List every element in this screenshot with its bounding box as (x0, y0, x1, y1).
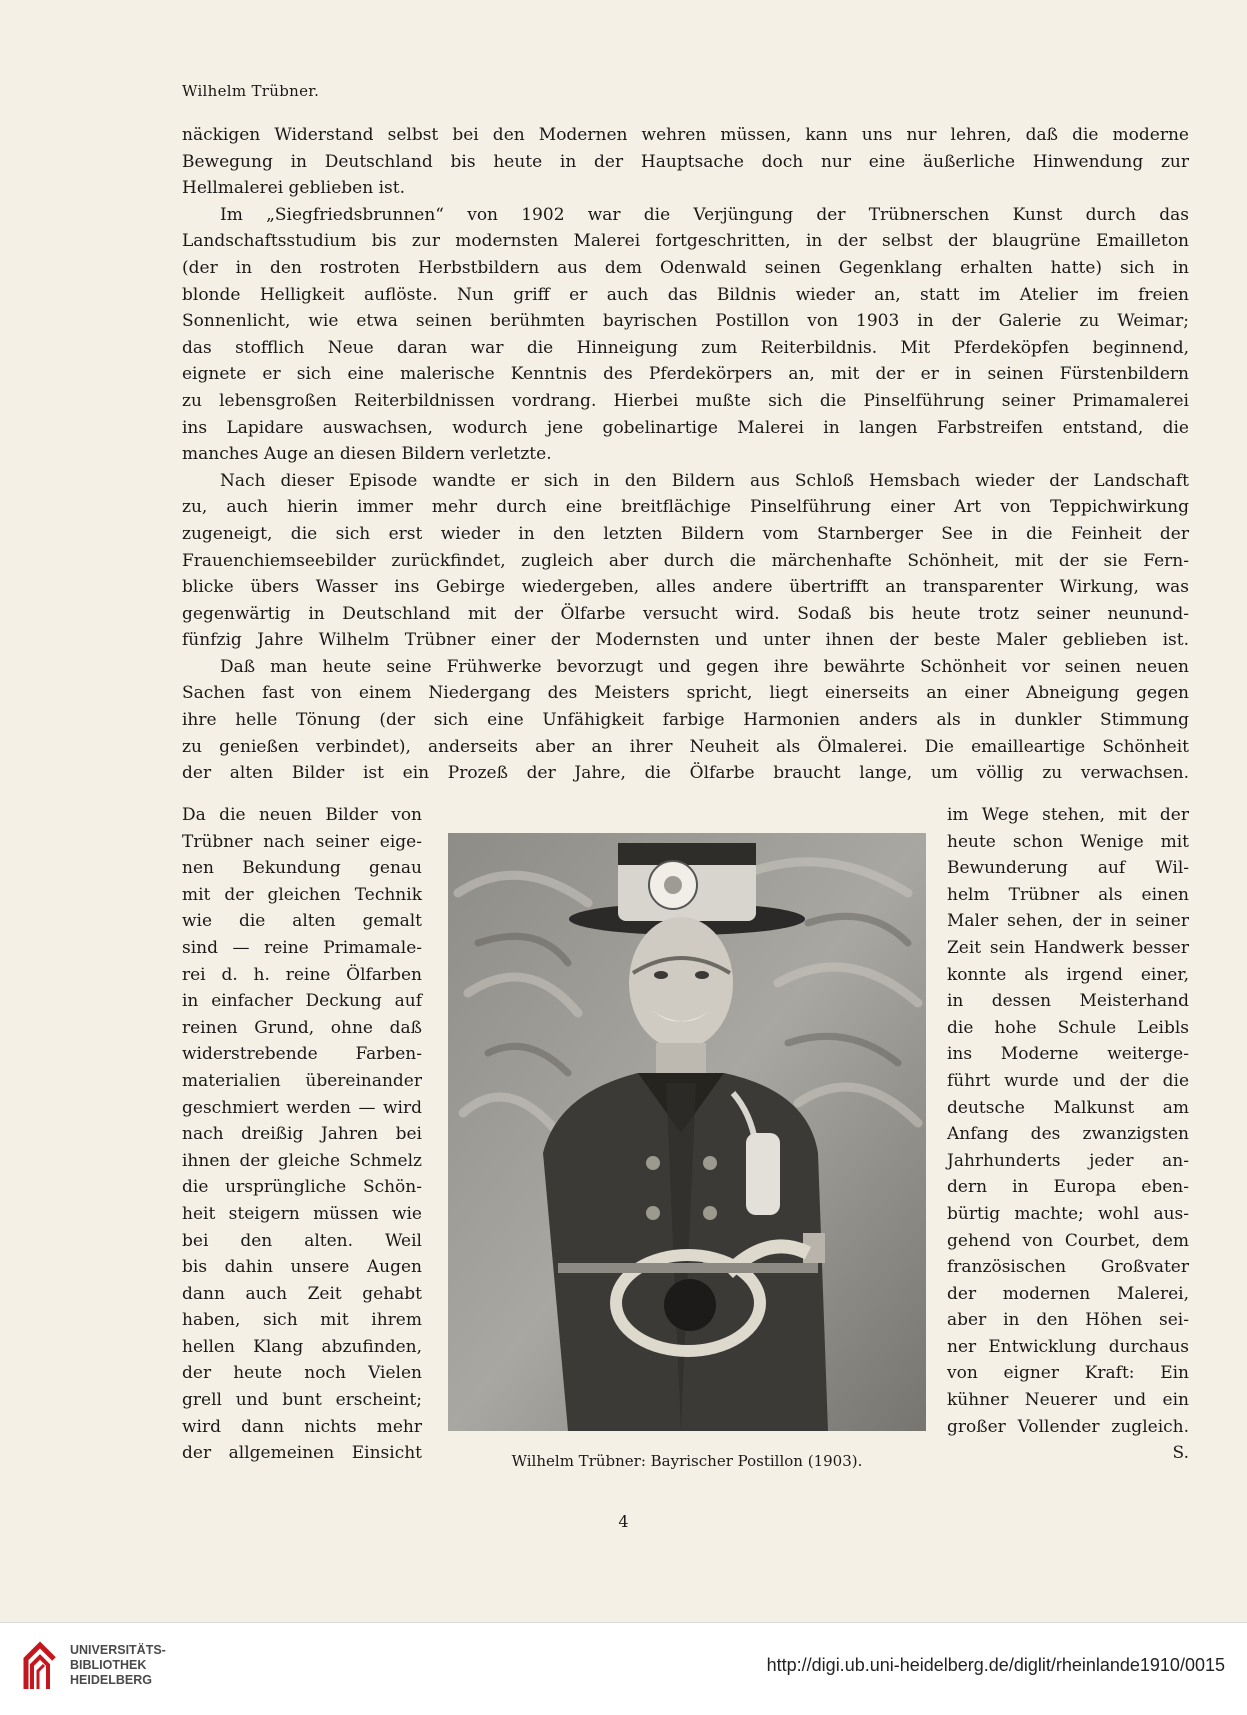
body-text (182, 122, 1189, 787)
column-line: deutsche Malkunst am (947, 1097, 1189, 1118)
column-line: heute schon Wenige mit (947, 831, 1189, 852)
body-line: Hellmalerei geblieben ist. (182, 178, 405, 199)
column-line: konnte als irgend einer, (947, 964, 1189, 985)
column-line: dann auch Zeit gehabt (182, 1283, 422, 1304)
column-line: Trübner nach seiner eige- (182, 831, 422, 852)
column-line: helm Trübner als einen (947, 884, 1189, 905)
author-signature: S. (1172, 1443, 1189, 1464)
column-line: widerstrebende Farben- (182, 1044, 422, 1065)
column-line: in einfacher Deckung auf (182, 991, 422, 1012)
column-line: Da die neuen Bilder von (182, 805, 422, 825)
column-line: gehend von Courbet, dem (947, 1230, 1189, 1251)
column-line: der modernen Malerei, (947, 1283, 1189, 1304)
body-line: zu lebensgroßen Reiterbildnissen vordrang. Hierbei mußte sich die Pinselführung seiner Primamalerei (182, 390, 1189, 411)
body-line: eignete er sich eine malerische Kenntnis des Pferdekörpers an, mit der er in seinen Fürstenbildern (182, 364, 1189, 385)
column-line: wie die alten gemalt (182, 911, 422, 932)
column-line: Zeit sein Handwerk besser (947, 937, 1189, 958)
body-line: Landschaftsstudium bis zur modernsten Malerei fortgeschritten, in der selbst der blaugrüne Emailleton (182, 231, 1189, 252)
column-line: materialien übereinander (182, 1070, 422, 1091)
body-line: manches Auge an diesen Bildern verletzte. (182, 444, 552, 465)
body-line: (der in den rostroten Herbstbildern aus dem Odenwald seinen Gegenklang erhalten hatte) sich in (182, 257, 1189, 278)
figure-caption: Wilhelm Trübner: Bayrischer Postillon (1903). (511, 1452, 863, 1470)
body-line: Im „Siegfriedsbrunnen“ von 1902 war die Verjüngung der Trübnerschen Kunst durch das (220, 204, 1189, 225)
column-line: von eigner Kraft: Ein (947, 1363, 1189, 1384)
postillon-illustration (448, 833, 926, 1431)
painting-postillon (448, 833, 926, 1431)
column-line: Jahrhunderts jeder an- (947, 1150, 1189, 1171)
body-line: fünfzig Jahre Wilhelm Trübner einer der Modernsten und unter ihnen der beste Maler geblieben ist. (182, 630, 1189, 651)
column-line: die ursprüngliche Schön- (182, 1177, 422, 1198)
left-column-text (182, 802, 422, 1467)
body-line: ins Lapidare auswachsen, wodurch jene gobelinartige Malerei in langen Farbstreifen entstand, die (182, 417, 1189, 438)
column-line: mit der gleichen Technik (182, 884, 422, 905)
body-line: Sonnenlicht, wie etwa seinen berühmten bayrischen Postillon von 1903 in der Galerie zu Weimar; (182, 311, 1189, 332)
column-line: nen Bekundung genau (182, 858, 422, 879)
column-line: geschmiert werden — wird (182, 1097, 422, 1118)
column-line: Anfang des zwanzigsten (947, 1124, 1189, 1145)
column-line: hellen Klang abzufinden, (182, 1336, 422, 1357)
body-line: ihre helle Tönung (der sich eine Unfähigkeit farbige Harmonien anders als in dunkler Stimmung (182, 710, 1189, 731)
column-line: der heute noch Vielen (182, 1363, 422, 1384)
column-line: aber in den Höhen sei- (947, 1310, 1189, 1331)
column-line: sind — reine Primamale- (182, 937, 422, 958)
column-line: die hohe Schule Leibls (947, 1017, 1189, 1038)
column-line: kühner Neuerer und ein (947, 1390, 1189, 1411)
column-line: wird dann nichts mehr (182, 1416, 422, 1437)
column-line: ihnen der gleiche Schmelz (182, 1150, 422, 1171)
column-line: im Wege stehen, mit der (947, 805, 1189, 825)
column-line: reinen Grund, ohne daß (182, 1017, 422, 1038)
library-logo-icon (18, 1637, 64, 1697)
column-line: heit steigern müssen wie (182, 1203, 422, 1224)
body-line: blicke übers Wasser ins Gebirge wiedergeben, alles andere übertrifft an transparenter Wirkung, was (182, 577, 1189, 598)
column-line: bis dahin unsere Augen (182, 1257, 422, 1278)
running-head: Wilhelm Trübner. (182, 82, 320, 100)
body-line: Frauenchiemseebilder zurückfindet, zugleich aber durch die märchenhafte Schönheit, mit der sie Fern- (182, 550, 1189, 571)
column-line: bürtig machte; wohl aus- (947, 1203, 1189, 1224)
column-line: führt wurde und der die (947, 1070, 1189, 1091)
column-line: rei d. h. reine Ölfarben (182, 964, 422, 985)
body-line: Sachen fast von einem Niedergang des Meisters spricht, liegt einerseits an einer Abneigung gegen (182, 683, 1189, 704)
column-line: in dessen Meisterhand (947, 991, 1189, 1012)
footer-bar (0, 1622, 1247, 1715)
body-line: zu, auch hierin immer mehr durch eine breitflächige Pinselführung einer Art von Teppichwirkung (182, 497, 1189, 518)
body-line: blonde Helligkeit auflöste. Nun griff er auch das Bildnis wieder an, statt im Atelier im freien (182, 284, 1189, 305)
column-line: Bewunderung auf Wil- (947, 858, 1189, 879)
body-line: zugeneigt, die sich erst wieder in den letzten Bildern vom Starnberger See in die Feinheit der (182, 523, 1189, 544)
body-line: das stofflich Neue daran war die Hinneigung zum Reiterbildnis. Mit Pferdeköpfen beginnend, (182, 337, 1189, 358)
column-line: Maler sehen, der in seiner (947, 911, 1189, 932)
body-line: gegenwärtig in Deutschland mit der Ölfarbe versucht wird. Sodaß bis heute trotz seiner neunund- (182, 603, 1189, 624)
column-line: der allgemeinen Einsicht (182, 1443, 422, 1464)
body-line: Daß man heute seine Frühwerke bevorzugt und gegen ihre bewährte Schönheit vor seinen neuen (220, 656, 1189, 677)
body-line: Nach dieser Episode wandte er sich in den Bildern aus Schloß Hemsbach wieder der Landschaft (220, 470, 1189, 491)
body-line: Bewegung in Deutschland bis heute in der Hauptsache doch nur eine äußerliche Hinwendung zur (182, 151, 1189, 172)
column-line: bei den alten. Weil (182, 1230, 422, 1251)
body-line: näckigen Widerstand selbst bei den Modernen wehren müssen, kann uns nur lehren, daß die moderne (182, 125, 1189, 145)
column-line: grell und bunt erscheint; (182, 1390, 422, 1411)
column-line: ins Moderne weiterge- (947, 1044, 1189, 1065)
body-line: der alten Bilder ist ein Prozeß der Jahre, die Ölfarbe braucht lange, um völlig zu verwachsen. (182, 763, 1189, 784)
page-number: 4 (618, 1512, 629, 1531)
column-line: französischen Großvater (947, 1257, 1189, 1278)
column-line: haben, sich mit ihrem (182, 1310, 422, 1331)
column-line: großer Vollender zugleich. (947, 1416, 1189, 1437)
column-line: dern in Europa eben- (947, 1177, 1189, 1198)
library-name: UNIVERSITÄTS- BIBLIOTHEK HEIDELBERG (70, 1643, 166, 1687)
column-line: ner Entwicklung durchaus (947, 1336, 1189, 1357)
right-column-text (947, 802, 1189, 1467)
column-line: nach dreißig Jahren bei (182, 1124, 422, 1145)
source-url-link[interactable]: http://digi.ub.uni-heidelberg.de/diglit/rheinlande1910/0015 (766, 1655, 1225, 1675)
body-line: zu genießen verbindet), anderseits aber an ihrer Neuheit als Ölmalerei. Die emailleartige Schönheit (182, 736, 1189, 757)
